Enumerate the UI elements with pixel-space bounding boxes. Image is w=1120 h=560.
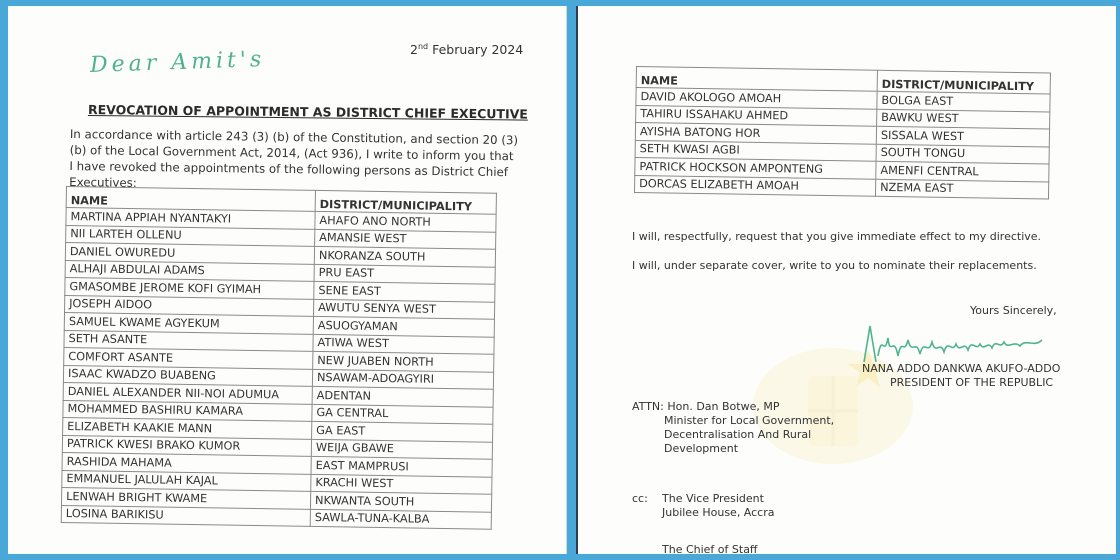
cell-district: ATIWA WEST <box>313 334 494 354</box>
cell-name: EMMANUEL JALULAH KAJAL <box>62 470 311 491</box>
cell-name: MARTINA APPIAH NYANTAKYI <box>66 208 315 229</box>
cell-district: NEW JUABEN NORTH <box>313 351 494 371</box>
cell-name: SETH ASANTE <box>64 330 313 351</box>
cc-line: The Vice President <box>662 492 764 505</box>
attn-line: Development <box>664 442 739 455</box>
cell-district: GA CENTRAL <box>312 404 493 424</box>
cell-name: COMFORT ASANTE <box>64 347 313 368</box>
column-header-name: NAME <box>66 187 315 212</box>
cell-name: DANIEL ALEXANDER NII-NOI ADUMUA <box>63 382 312 403</box>
attention-block <box>632 400 834 456</box>
cell-name: JOSEPH AIDOO <box>65 295 314 316</box>
cc-line: Jubilee House, Accra <box>662 506 775 519</box>
cell-district: SAWLA-TUNA-KALBA <box>310 509 491 529</box>
cc-block <box>632 492 775 520</box>
cell-name: MOHAMMED BASHIRU KAMARA <box>63 400 312 421</box>
cell-name: TAHIRU ISSAHAKU AHMED <box>636 105 877 126</box>
letter-title: REVOCATION OF APPOINTMENT AS DISTRICT CHIEF EXECUTIVE <box>87 102 528 122</box>
intro-paragraph: In accordance with article 243 (3) (b) of the Constitution, and section 20 (3) (b) of the Local Government Act, 2014, (Act 936), I write to inform you that I have revoked the appointments of the following persons as District Chief Executives: <box>69 126 519 190</box>
handwritten-salutation: Dear Amit's <box>89 46 266 79</box>
directive-paragraph: I will, respectfully, request that you give immediate effect to my directive. <box>632 230 1042 243</box>
cell-name: ALHAJI ABDULAI ADAMS <box>65 260 314 281</box>
letter-page-2 <box>576 6 1116 554</box>
cell-district: SISSALA WEST <box>876 126 1049 146</box>
cell-district: WEIJA GBAWE <box>311 439 492 459</box>
cell-name: NII LARTEH OLLENU <box>66 225 315 246</box>
signatory-title: PRESIDENT OF THE REPUBLIC <box>890 376 1054 389</box>
cell-name: ELIZABETH KAAKIE MANN <box>63 417 312 438</box>
column-header-name: NAME <box>636 67 877 92</box>
attn-line: Decentralisation And Rural <box>664 428 812 441</box>
cell-name: LOSINA BARIKISU <box>61 505 310 526</box>
cell-district: SOUTH TONGU <box>876 144 1049 164</box>
cell-name: GMASOMBE JEROME KOFI GYIMAH <box>65 277 314 298</box>
column-header-district: DISTRICT/MUNICIPALITY <box>315 190 496 214</box>
cell-district: NKORANZA SOUTH <box>314 246 495 266</box>
column-header-district: DISTRICT/MUNICIPALITY <box>877 70 1050 94</box>
cell-district: EAST MAMPRUSI <box>311 456 492 476</box>
cell-district: KRACHI WEST <box>311 474 492 494</box>
cell-district: AWUTU SENYA WEST <box>313 299 494 319</box>
cell-name: LENWAH BRIGHT KWAME <box>61 487 310 508</box>
cell-name: DANIEL OWUREDU <box>65 243 314 264</box>
cell-name: AYISHA BATONG HOR <box>635 123 876 144</box>
attn-label: ATTN: <box>632 400 664 413</box>
signature-icon <box>858 322 1048 364</box>
closing-salutation: Yours Sincerely, <box>970 304 1057 317</box>
cell-district: ASUOGYAMAN <box>313 316 494 336</box>
cell-name: SETH KWASI AGBI <box>635 140 876 161</box>
cell-name: ISAAC KWADZO BUABENG <box>63 365 312 386</box>
signatory-name: NANA ADDO DANKWA AKUFO-ADDO <box>862 362 1061 375</box>
cell-district: NZEMA EAST <box>875 179 1048 199</box>
cc-label: cc: <box>632 492 648 505</box>
cell-name: SAMUEL KWAME AGYEKUM <box>64 312 313 333</box>
letter-date: 2nd February 2024 <box>410 42 524 58</box>
cell-district: ADENTAN <box>312 386 493 406</box>
cell-name: DORCAS ELIZABETH AMOAH <box>635 175 876 196</box>
replacement-paragraph: I will, under separate cover, write to you to nominate their replacements. <box>632 259 1037 272</box>
revocation-table-page-1 <box>61 186 497 530</box>
cell-name: PATRICK KWESI BRAKO KUMOR <box>62 435 311 456</box>
letter-page-1 <box>8 6 567 554</box>
cell-district: GA EAST <box>312 421 493 441</box>
cell-name: RASHIDA MAHAMA <box>62 452 311 473</box>
cell-name: DAVID AKOLOGO AMOAH <box>636 88 877 109</box>
attn-line: Minister for Local Government, <box>664 414 835 427</box>
revocation-table-page-2 <box>634 66 1051 200</box>
cell-district: PRU EAST <box>314 264 495 284</box>
cell-district: NKWANTA SOUTH <box>310 491 491 511</box>
cell-district: SENE EAST <box>314 281 495 301</box>
cell-name: PATRICK HOCKSON AMPONTENG <box>635 157 876 178</box>
cell-district: AHAFO ANO NORTH <box>315 211 496 231</box>
attn-line: Hon. Dan Botwe, MP <box>667 400 780 413</box>
cell-district: AMANSIE WEST <box>315 229 496 249</box>
cell-district: AMENFI CENTRAL <box>876 161 1049 181</box>
cell-district: NSAWAM-ADOAGYIRI <box>312 369 493 389</box>
cell-district: BOLGA EAST <box>877 91 1050 111</box>
cc-chief-of-staff: The Chief of Staff <box>662 543 758 554</box>
cell-district: BAWKU WEST <box>877 109 1050 129</box>
